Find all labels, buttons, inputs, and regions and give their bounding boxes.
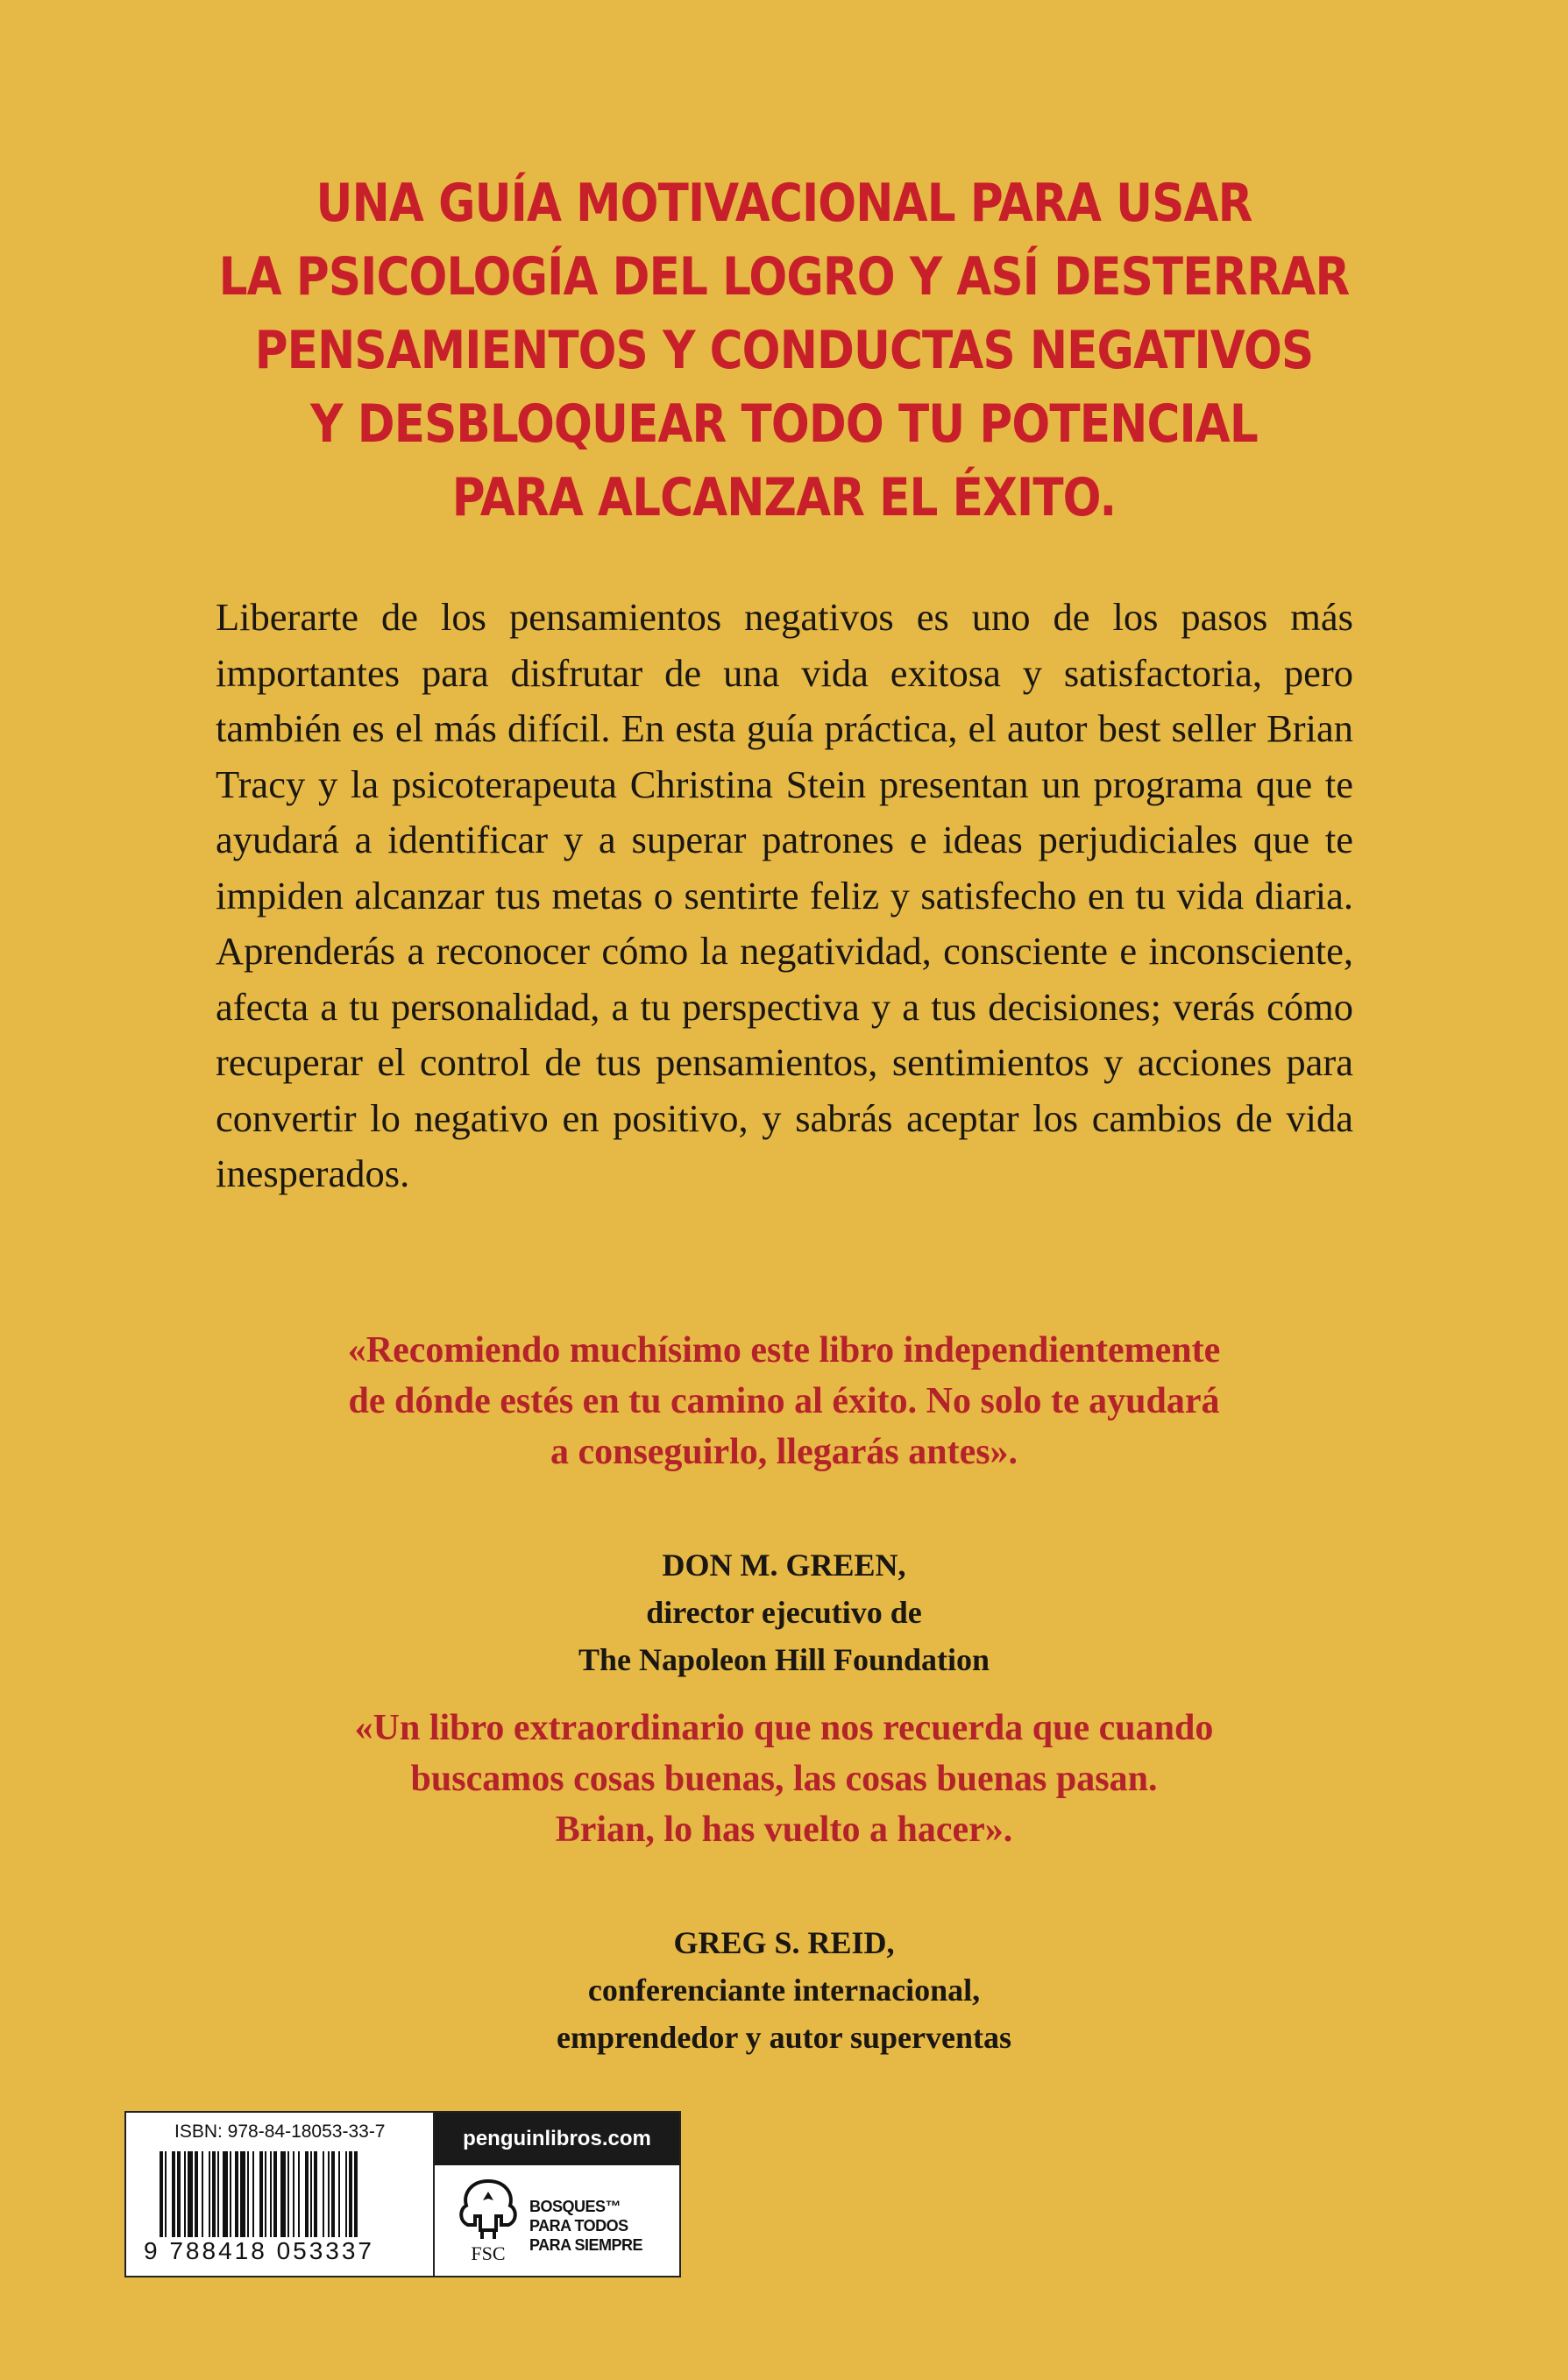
attribution-line: director ejecutivo de bbox=[646, 1595, 922, 1630]
barcode-bar bbox=[188, 2151, 193, 2237]
isbn-label: ISBN: 978-84-18053-33-7 bbox=[174, 2121, 386, 2142]
headline-line: Y DESBLOQUEAR TODO TU POTENCIAL bbox=[310, 393, 1258, 455]
publisher-panel bbox=[433, 2113, 679, 2276]
barcode-digits: 9 788418 053337 bbox=[144, 2237, 374, 2264]
headline-line: PARA ALCANZAR EL ÉXITO. bbox=[451, 467, 1117, 528]
quote-line: buscamos cosas buenas, las cosas buenas pasan. bbox=[410, 1759, 1158, 1799]
attribution-line: The Napoleon Hill Foundation bbox=[578, 1642, 990, 1677]
fsc-tagline bbox=[529, 2197, 642, 2255]
fsc-tagline-line: BOSQUES™ bbox=[529, 2198, 621, 2215]
barcode-bar bbox=[265, 2151, 266, 2237]
fsc-tree-icon bbox=[454, 2176, 522, 2263]
barcode-bar bbox=[287, 2151, 289, 2237]
quote-line: de dónde estés en tu camino al éxito. No solo te ayudará bbox=[348, 1381, 1220, 1421]
barcode-bar bbox=[323, 2151, 324, 2237]
barcode-bar bbox=[212, 2151, 216, 2237]
barcode-bar bbox=[331, 2151, 335, 2237]
quote-line: Brian, lo has vuelto a hacer». bbox=[555, 1810, 1013, 1850]
barcode-bar bbox=[202, 2151, 203, 2237]
barcode-bar bbox=[230, 2151, 231, 2237]
fsc-tagline-line: PARA SIEMPRE bbox=[529, 2236, 643, 2254]
barcode-bar bbox=[310, 2151, 312, 2237]
barcode-bar bbox=[209, 2151, 210, 2237]
quote-line: a conseguirlo, llegarás antes». bbox=[550, 1432, 1018, 1472]
barcode-bar bbox=[235, 2151, 238, 2237]
barcode-panel bbox=[124, 2111, 681, 2277]
barcode-bar bbox=[217, 2151, 219, 2237]
attribution-line: GREG S. REID, bbox=[673, 1925, 895, 1960]
barcode-bar bbox=[328, 2151, 330, 2237]
headline bbox=[110, 166, 1458, 535]
barcode-bar bbox=[223, 2151, 228, 2237]
fsc-logo-text: FSC bbox=[471, 2242, 506, 2263]
barcode-bar bbox=[345, 2151, 347, 2237]
barcode-bar bbox=[293, 2151, 294, 2237]
barcode-area bbox=[126, 2113, 433, 2276]
barcode-bar bbox=[280, 2151, 286, 2237]
barcode-bar bbox=[247, 2151, 249, 2237]
barcode-bar bbox=[240, 2151, 245, 2237]
barcode-bar bbox=[160, 2151, 163, 2237]
attribution-line: emprendedor y autor superventas bbox=[556, 2020, 1011, 2055]
barcode-bar bbox=[354, 2151, 358, 2237]
headline-line: PENSAMIENTOS Y CONDUCTAS NEGATIVOS bbox=[254, 320, 1314, 381]
barcode-bar bbox=[165, 2151, 167, 2237]
barcode-bar bbox=[305, 2151, 309, 2237]
attribution-line: DON M. GREEN, bbox=[662, 1548, 906, 1583]
fsc-tagline-line: PARA TODOS bbox=[529, 2217, 628, 2235]
headline-line: UNA GUÍA MOTIVACIONAL PARA USAR bbox=[316, 173, 1252, 234]
testimonial-quote bbox=[0, 1703, 1568, 1855]
barcode-bar bbox=[338, 2151, 340, 2237]
testimonial-attribution bbox=[0, 1541, 1568, 1683]
barcode-bar bbox=[252, 2151, 254, 2237]
barcode-bar bbox=[298, 2151, 300, 2237]
headline-line: LA PSICOLOGÍA DEL LOGRO Y ASÍ DESTERRAR bbox=[218, 246, 1350, 308]
attribution-line: conferenciante internacional, bbox=[587, 1973, 981, 2008]
testimonial-quote bbox=[0, 1325, 1568, 1477]
barcode-bar bbox=[270, 2151, 272, 2237]
barcode-bar bbox=[314, 2151, 317, 2237]
barcode-bar bbox=[195, 2151, 198, 2237]
barcode-bar bbox=[349, 2151, 352, 2237]
quote-line: «Un libro extraordinario que nos recuerda que cuando bbox=[354, 1708, 1214, 1748]
testimonial-attribution bbox=[0, 1919, 1568, 2061]
barcode-icon bbox=[160, 2151, 414, 2237]
synopsis-paragraph: Liberarte de los pensamientos negativos es uno de los pasos más importantes para disfrutar de una vida exitosa y satisfactoria, pero también es el más difícil. En esta guía práctica, el autor best seller Brian Tracy y la psicoterapeuta Christina Stein presentan un programa que te ayudará a identificar y a superar patrones e ideas perjudiciales que te impiden alcanzar tus metas o sentirte feliz y satisfecho en tu vida diaria. Aprenderás a reconocer cómo la negatividad, consciente e inconsciente, afecta a tu personalidad, a tu perspectiva y a tus decisiones; verás cómo recuperar el control de tus pensamientos, sentimientos y acciones para convertir lo negativo en positivo, y sabrás aceptar los cambios de vida inesperados. bbox=[216, 595, 1353, 1195]
barcode-bar bbox=[184, 2151, 186, 2237]
publisher-url: penguinlibros.com bbox=[435, 2113, 679, 2165]
barcode-bar bbox=[259, 2151, 263, 2237]
barcode-bar bbox=[177, 2151, 181, 2237]
barcode-bar bbox=[172, 2151, 175, 2237]
barcode-bar bbox=[273, 2151, 277, 2237]
quote-line: «Recomiendo muchísimo este libro independientemente bbox=[347, 1330, 1221, 1371]
